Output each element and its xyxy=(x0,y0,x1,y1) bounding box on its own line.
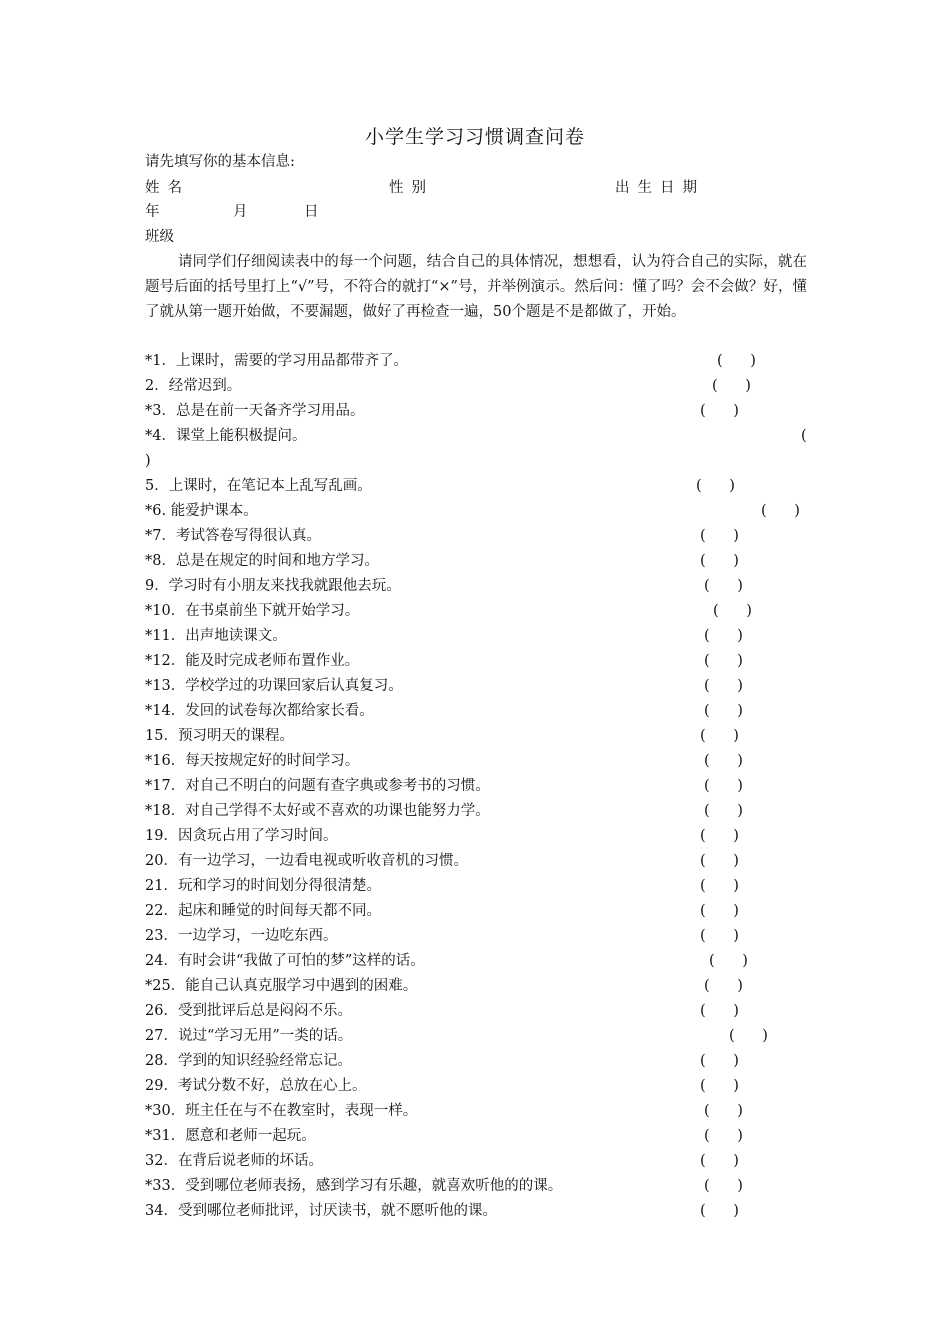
year-label: 年 xyxy=(145,204,160,220)
intro-text: 请先填写你的基本信息: xyxy=(145,154,295,170)
answer-blank[interactable]: ( ) xyxy=(704,778,743,794)
answer-blank[interactable]: ( ) xyxy=(761,503,800,519)
answer-blank[interactable]: ( ) xyxy=(700,828,739,844)
answer-blank[interactable]: ( ) xyxy=(700,903,739,919)
question-item: *8．总是在规定的时间和地方学习。 xyxy=(145,553,379,569)
question-item: *13．学校学过的功课回家后认真复习。 xyxy=(145,678,403,694)
question-item: 27．说过“学习无用”一类的话。 xyxy=(145,1028,353,1044)
answer-blank[interactable]: ( ) xyxy=(700,1003,739,1019)
day-label: 日 xyxy=(304,204,319,220)
answer-blank[interactable]: ( ) xyxy=(700,878,739,894)
answer-blank-open[interactable]: ( xyxy=(801,428,807,444)
question-item: 2．经常迟到。 xyxy=(145,378,242,394)
question-item: *12．能及时完成老师布置作业。 xyxy=(145,653,360,669)
answer-blank[interactable]: ( ) xyxy=(700,1078,739,1094)
answer-blank[interactable]: ( ) xyxy=(704,978,743,994)
answer-blank[interactable]: ( ) xyxy=(704,653,743,669)
answer-blank[interactable]: ( ) xyxy=(704,578,743,594)
question-item: *3．总是在前一天备齐学习用品。 xyxy=(145,403,365,419)
answer-blank[interactable]: ( ) xyxy=(704,1128,743,1144)
question-item: 5．上课时，在笔记本上乱写乱画。 xyxy=(145,478,372,494)
answer-blank[interactable]: ( ) xyxy=(704,628,743,644)
answer-blank[interactable]: ( ) xyxy=(729,1028,768,1044)
question-item: *10．在书桌前坐下就开始学习。 xyxy=(145,603,360,619)
answer-blank[interactable]: ( ) xyxy=(700,528,739,544)
question-item: *14．发回的试卷每次都给家长看。 xyxy=(145,703,374,719)
answer-blank[interactable]: ( ) xyxy=(700,928,739,944)
question-item: *6. 能爱护课本。 xyxy=(145,503,258,519)
question-item: 21．玩和学习的时间划分得很清楚。 xyxy=(145,878,381,894)
answer-blank[interactable]: ( ) xyxy=(700,403,739,419)
question-item: *11．出声地读课文。 xyxy=(145,628,287,644)
question-item: *4．课堂上能积极提问。 xyxy=(145,428,307,444)
question-item: *25．能自己认真克服学习中遇到的困难。 xyxy=(145,978,418,994)
question-item: 29．考试分数不好，总放在心上。 xyxy=(145,1078,367,1094)
answer-blank[interactable]: ( ) xyxy=(704,1178,743,1194)
question-item: *33．受到哪位老师表扬，感到学习有乐趣，就喜欢听他的的课。 xyxy=(145,1178,563,1194)
answer-blank[interactable]: ( ) xyxy=(717,353,756,369)
question-item: *1．上课时，需要的学习用品都带齐了。 xyxy=(145,353,408,369)
instructions-paragraph: 请同学们仔细阅读表中的每一个问题，结合自己的具体情况，想想看，认为符合自己的实际，就在题号后面的括号里打上“√”号，不符合的就打“×”号，并举例演示。然后问：懂了吗？会不会做？好，懂了就从第一题开始做，不要漏题，做好了再检查一遍，50个题是不是都做了，开始。 xyxy=(145,254,807,320)
answer-blank[interactable]: ( ) xyxy=(704,703,743,719)
question-item: *30．班主任在与不在教室时，表现一样。 xyxy=(145,1103,418,1119)
answer-blank[interactable]: ( ) xyxy=(700,728,739,744)
gender-label: 性别 xyxy=(389,180,434,196)
answer-blank[interactable]: ( ) xyxy=(712,378,751,394)
question-item: *31．愿意和老师一起玩。 xyxy=(145,1128,316,1144)
answer-blank[interactable]: ( ) xyxy=(700,553,739,569)
answer-blank[interactable]: ( ) xyxy=(700,1053,739,1069)
birth-date-label: 出生日期 xyxy=(615,180,705,196)
question-item: 19．因贪玩占用了学习时间。 xyxy=(145,828,338,844)
question-item: 26．受到批评后总是闷闷不乐。 xyxy=(145,1003,352,1019)
question-item: 22．起床和睡觉的时间每天都不同。 xyxy=(145,903,381,919)
question-item: *17．对自己不明白的问题有查字典或参考书的习惯。 xyxy=(145,778,490,794)
answer-blank[interactable]: ( ) xyxy=(696,478,735,494)
question-item: *16．每天按规定好的时间学习。 xyxy=(145,753,360,769)
answer-blank[interactable]: ( ) xyxy=(709,953,748,969)
name-label: 姓名 xyxy=(145,180,190,196)
answer-blank[interactable]: ( ) xyxy=(700,853,739,869)
question-item: 24．有时会讲“我做了可怕的梦”这样的话。 xyxy=(145,953,425,969)
question-item: 20．有一边学习，一边看电视或听收音机的习惯。 xyxy=(145,853,468,869)
question-item: 9．学习时有小朋友来找我就跟他去玩。 xyxy=(145,578,401,594)
question-item: 28．学到的知识经验经常忘记。 xyxy=(145,1053,352,1069)
answer-blank[interactable]: ( ) xyxy=(704,678,743,694)
answer-blank[interactable]: ( ) xyxy=(700,1153,739,1169)
month-label: 月 xyxy=(233,204,248,220)
answer-blank[interactable]: ( ) xyxy=(704,1103,743,1119)
question-item: 15．预习明天的课程。 xyxy=(145,728,294,744)
page-title: 小学生学习习惯调查问卷 xyxy=(364,126,585,148)
question-item: 34．受到哪位老师批评，讨厌读书，就不愿听他的课。 xyxy=(145,1203,497,1219)
question-item: *7．考试答卷写得很认真。 xyxy=(145,528,321,544)
answer-blank[interactable]: ( ) xyxy=(713,603,752,619)
question-item: *18．对自己学得不太好或不喜欢的功课也能努力学。 xyxy=(145,803,490,819)
answer-blank-close: ) xyxy=(145,453,151,469)
question-item: 32．在背后说老师的坏话。 xyxy=(145,1153,323,1169)
answer-blank[interactable]: ( ) xyxy=(700,1203,739,1219)
class-label: 班级 xyxy=(145,229,174,245)
answer-blank[interactable]: ( ) xyxy=(704,753,743,769)
question-item: 23．一边学习，一边吃东西。 xyxy=(145,928,338,944)
answer-blank[interactable]: ( ) xyxy=(704,803,743,819)
